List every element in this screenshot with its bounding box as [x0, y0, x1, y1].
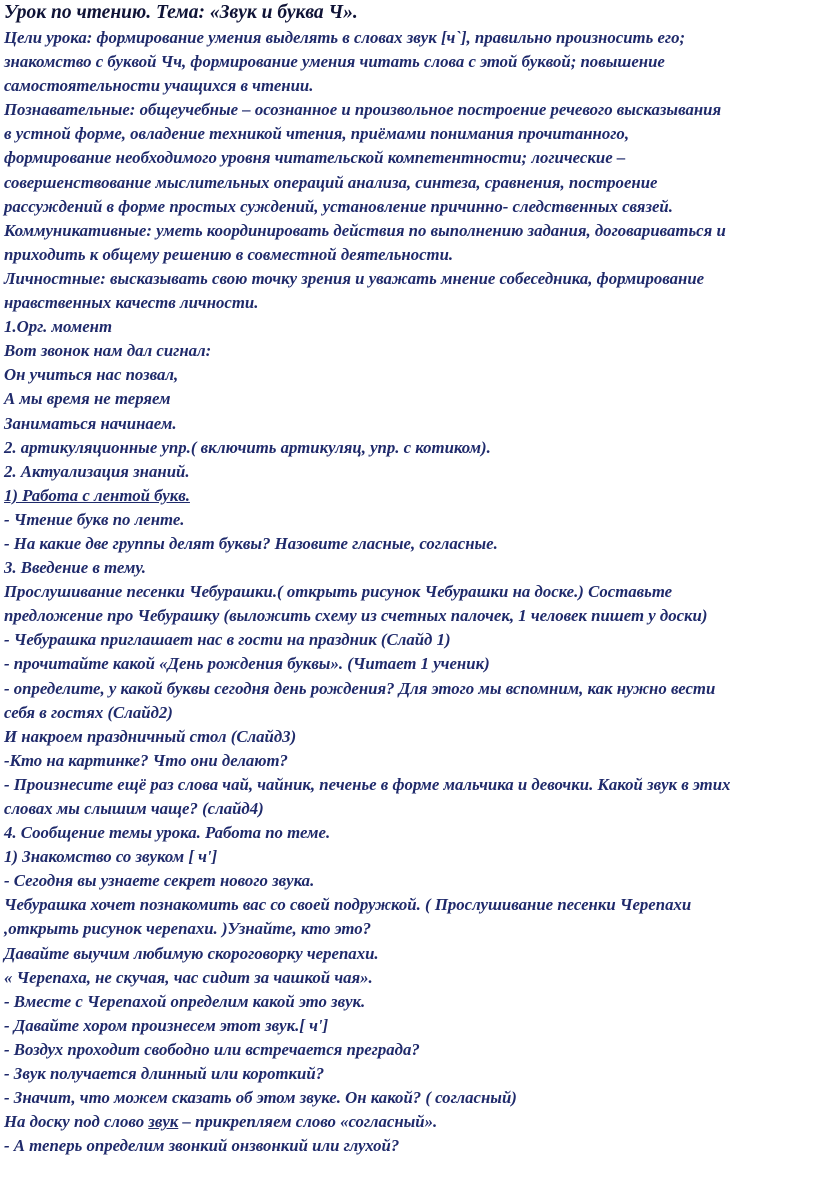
poem-line-3: А мы время не теряем — [4, 389, 171, 409]
text-line: ,открыть рисунок черепахи. )Узнайте, кто это? — [4, 919, 372, 939]
text-line: Чебурашка хочет познакомить вас со своей подружкой. ( Прослушивание песенки Черепахи — [4, 895, 692, 915]
goals-line-2: знакомство с буквой Чч, формирование умения читать слова с этой буквой; повышение — [4, 52, 665, 72]
text-line: словах мы слышим чаще? (слайд4) — [4, 799, 264, 818]
poem-line-2: Он учиться нас позвал, — [4, 365, 179, 385]
cognitive-line-4: совершенствование мыслительных операций анализа, синтеза, сравнения, построение — [4, 172, 658, 192]
text-line: - На какие две группы делят буквы? Назовите гласные, согласные. — [4, 533, 498, 553]
text-line: - прочитайте какой «День рождения буквы». (Читает 1 ученик) — [4, 654, 490, 674]
communicative-line-2: приходить к общему решению в совместной деятельности. — [4, 244, 454, 264]
section-knowledge-update: 2. Актуализация знаний. — [4, 461, 190, 481]
sound-intro-heading: 1) Знакомство со звуком [ ч'] — [4, 847, 218, 867]
goals-line-1: Цели урока: формирование умения выделять в словах звук [ч`], правильно произносить его; — [4, 28, 686, 47]
last-line: - А теперь определим звонкий онзвонкий или глухой? — [4, 1136, 400, 1156]
personal-line-2: нравственных качеств личности. — [4, 293, 259, 313]
section-topic: 4. Сообщение темы урока. Работа по теме. — [4, 823, 331, 843]
goals-line-3: самостоятельности учащихся в чтении. — [4, 76, 314, 96]
text-line: - Произнесите ещё раз слова чай, чайник, печенье в форме мальчика и девочки. Какой звук в этих — [4, 774, 731, 794]
section-articulation: 2. артикуляционные упр.( включить артикуляц, упр. с котиком). — [4, 437, 491, 457]
text-line: -Кто на картинке? Что они делают? — [4, 750, 288, 770]
board-line-before: На доску под слово — [4, 1112, 149, 1132]
cognitive-line-3: формирование необходимого уровня читательской компетентности; логические – — [4, 148, 626, 168]
text-line: Давайте выучим любимую скороговорку черепахи. — [4, 943, 379, 963]
section-org-moment: 1.Орг. момент — [4, 317, 113, 337]
board-word-sound: звук — [148, 1112, 179, 1132]
text-line: - Сегодня вы узнаете секрет нового звука. — [4, 871, 315, 891]
personal-line-1: Личностные: высказывать свою точку зрения и уважать мнение собеседника, формирование — [4, 268, 705, 288]
text-line: - Звук получается длинный или короткий? — [4, 1064, 325, 1084]
cognitive-line-5: рассуждений в форме простых суждений, установление причинно- следственных связей. — [4, 196, 673, 216]
text-line: - Воздух проходит свободно или встречается преграда? — [4, 1039, 420, 1059]
poem-line-1: Вот звонок нам дал сигнал: — [4, 341, 212, 361]
lesson-title: Урок по чтению. Тема: «Звук и буква Ч». — [4, 2, 358, 23]
cognitive-line-1: Познавательные: общеучебные – осознанное и произвольное построение речевого высказывания — [4, 100, 722, 120]
communicative-line-1: Коммуникативные: уметь координировать действия по выполнению задания, договариваться и — [4, 220, 726, 240]
text-line: - Давайте хором произнесем этот звук.[ ч'] — [4, 1015, 329, 1035]
board-line — [4, 1110, 816, 1134]
text-line: - определите, у какой буквы сегодня день рождения? Для этого мы вспомним, как нужно вести — [4, 678, 716, 698]
text-line: - Чтение букв по ленте. — [4, 509, 185, 529]
poem-line-4: Заниматься начинаем. — [4, 413, 177, 433]
text-line: предложение про Чебурашку (выложить схему из счетных палочек, 1 человек пишет у доски) — [4, 606, 708, 626]
text-line: себя в гостях (Слайд2) — [4, 702, 173, 722]
cognitive-line-2: в устной форме, овладение техникой чтения, приёмами понимания прочитанного, — [4, 124, 630, 144]
text-line: И накроем праздничный стол (Слайд3) — [4, 726, 297, 746]
text-line: Прослушивание песенки Чебурашки.( открыть рисунок Чебурашки на доске.) Составьте — [4, 582, 673, 602]
letter-tape-task: 1) Работа с лентой букв. — [4, 485, 190, 505]
text-line: - Чебурашка приглашает нас в гости на праздник (Слайд 1) — [4, 630, 451, 650]
text-line: - Значит, что можем сказать об этом звуке. Он какой? ( согласный) — [4, 1088, 517, 1108]
section-intro: 3. Введение в тему. — [4, 558, 147, 578]
board-line-after: – прикрепляем слово «согласный». — [178, 1112, 438, 1132]
tongue-twister: « Черепаха, не скучая, час сидит за чашкой чая». — [4, 967, 373, 987]
text-line: - Вместе с Черепахой определим какой это звук. — [4, 991, 366, 1011]
